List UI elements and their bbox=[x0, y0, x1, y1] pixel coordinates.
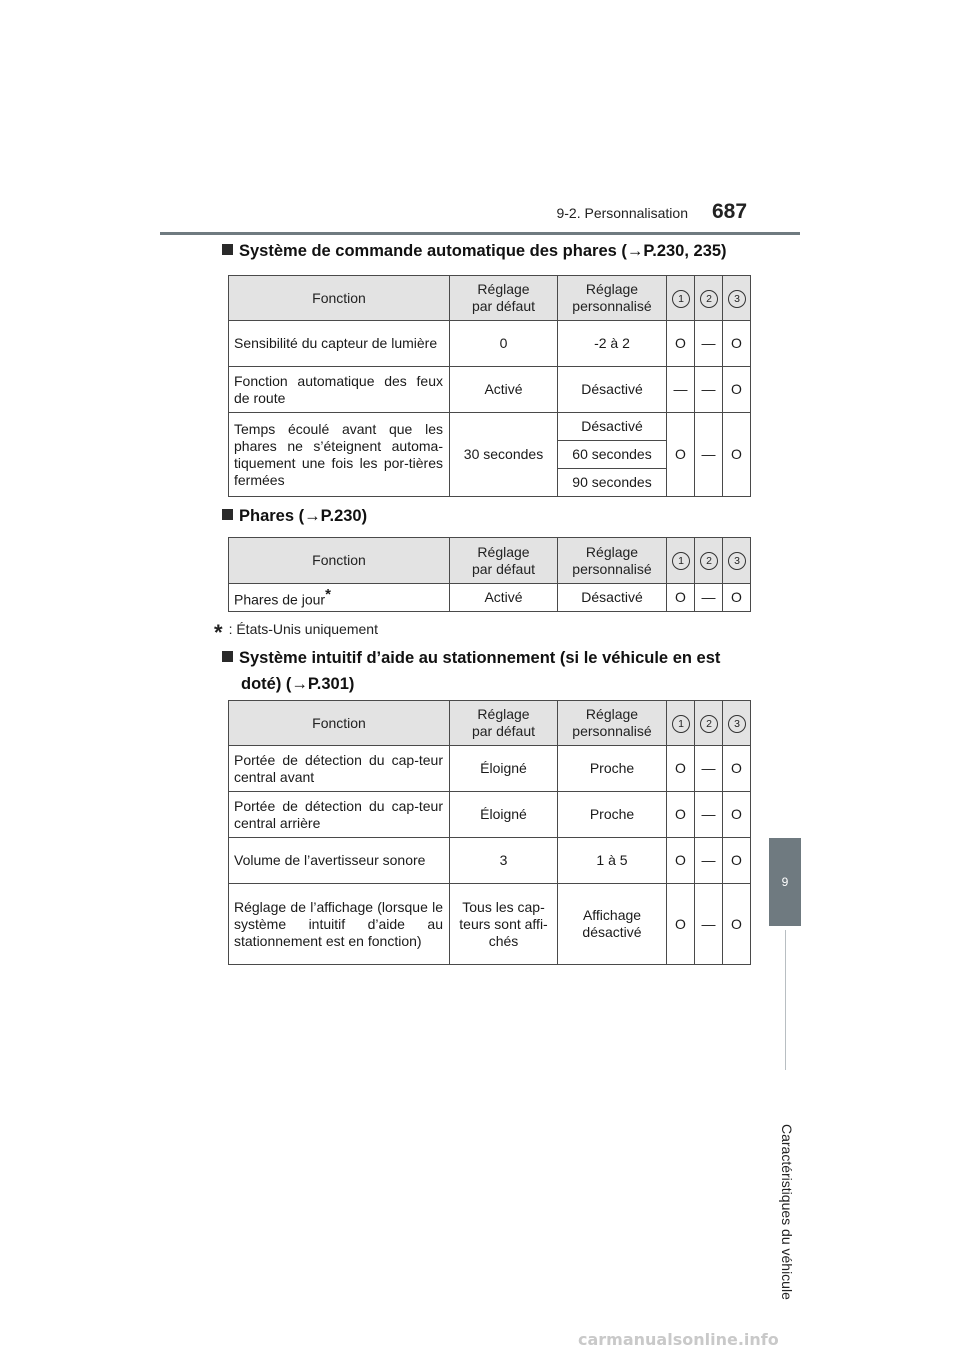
col-label: Réglage bbox=[585, 543, 639, 560]
cell-c1: — bbox=[667, 367, 695, 413]
col-reglage-perso bbox=[558, 701, 667, 746]
table-auto-headlights bbox=[228, 275, 751, 497]
cell-c2: — bbox=[695, 321, 723, 367]
table-header-row bbox=[229, 276, 751, 321]
cell-c3: O bbox=[723, 413, 751, 497]
col-3 bbox=[723, 701, 751, 746]
cell-c3: O bbox=[723, 321, 751, 367]
col-label: par défaut bbox=[471, 298, 536, 314]
footnote-text: : États-Unis uniquement bbox=[228, 621, 378, 637]
cell-c3: O bbox=[723, 884, 751, 965]
table-header-row bbox=[229, 538, 751, 584]
cell-defaut: Activé bbox=[450, 367, 558, 413]
cell-c1: O bbox=[667, 792, 695, 838]
footnote bbox=[214, 620, 378, 646]
col-label: par défaut bbox=[471, 723, 536, 739]
cell-fonction-text: Phares de jour bbox=[234, 591, 326, 608]
cell-defaut: 3 bbox=[450, 838, 558, 884]
page-number: 687 bbox=[712, 200, 748, 223]
cell-perso: Désactivé bbox=[558, 584, 667, 612]
cell-defaut: Éloigné bbox=[450, 792, 558, 838]
cell-fonction bbox=[229, 584, 450, 612]
section-title-auto-headlights bbox=[222, 240, 727, 262]
table-row bbox=[229, 792, 751, 838]
circled-number-icon: 2 bbox=[700, 552, 718, 570]
section-title-text: Système de commande automatique des phares (→P.230, 235) bbox=[239, 242, 727, 260]
col-fonction: Fonction bbox=[229, 701, 450, 746]
table-row bbox=[229, 584, 751, 612]
section-title-headlights bbox=[222, 505, 367, 527]
cell-c2: — bbox=[695, 584, 723, 612]
table-header-row bbox=[229, 701, 751, 746]
cell-perso: 90 secondes bbox=[558, 469, 667, 497]
cell-fonction: Sensibilité du capteur de lumière bbox=[229, 321, 450, 367]
square-bullet-icon bbox=[222, 651, 233, 662]
cell-defaut: 0 bbox=[450, 321, 558, 367]
side-divider bbox=[785, 930, 786, 1070]
cell-c2: — bbox=[695, 413, 723, 497]
cell-c3: O bbox=[723, 584, 751, 612]
col-1 bbox=[667, 538, 695, 584]
col-fonction: Fonction bbox=[229, 538, 450, 584]
footnote-mark: * bbox=[325, 586, 331, 604]
col-1 bbox=[667, 701, 695, 746]
cell-c3: O bbox=[723, 367, 751, 413]
watermark: carmanualsonline.info bbox=[578, 1330, 779, 1349]
cell-fonction: Temps écoulé avant que les phares ne s’éteignent automa-tiquement une fois les por-tières fermées bbox=[229, 413, 450, 497]
cell-perso: -2 à 2 bbox=[558, 321, 667, 367]
col-reglage-defaut bbox=[450, 276, 558, 321]
col-fonction: Fonction bbox=[229, 276, 450, 321]
running-header-section: 9-2. Personnalisation bbox=[556, 205, 688, 221]
col-reglage-perso bbox=[558, 276, 667, 321]
table-row bbox=[229, 746, 751, 792]
col-label: Réglage bbox=[477, 543, 530, 560]
table-row bbox=[229, 838, 751, 884]
circled-number-icon: 3 bbox=[728, 715, 746, 733]
col-2 bbox=[695, 276, 723, 321]
cell-perso: Proche bbox=[558, 792, 667, 838]
col-label: personnalisé bbox=[572, 298, 652, 314]
cell-c1: O bbox=[667, 746, 695, 792]
table-row bbox=[229, 367, 751, 413]
cell-c1: O bbox=[667, 413, 695, 497]
cell-c1: O bbox=[667, 321, 695, 367]
table-row bbox=[229, 884, 751, 965]
circled-number-icon: 1 bbox=[672, 552, 690, 570]
cell-perso: 60 secondes bbox=[558, 441, 667, 469]
cell-fonction: Volume de l’avertisseur sonore bbox=[229, 838, 450, 884]
cell-fonction: Portée de détection du cap-teur central avant bbox=[229, 746, 450, 792]
col-label: personnalisé bbox=[572, 723, 652, 739]
cell-c3: O bbox=[723, 746, 751, 792]
circled-number-icon: 3 bbox=[728, 290, 746, 308]
col-2 bbox=[695, 538, 723, 584]
cell-perso: Désactivé bbox=[558, 367, 667, 413]
cell-defaut: 30 secondes bbox=[450, 413, 558, 497]
cell-c2: — bbox=[695, 746, 723, 792]
cell-defaut: Activé bbox=[450, 584, 558, 612]
col-3 bbox=[723, 276, 751, 321]
col-label: personnalisé bbox=[572, 560, 652, 577]
col-1 bbox=[667, 276, 695, 321]
chapter-number: 9 bbox=[781, 875, 789, 889]
cell-fonction: Portée de détection du cap-teur central arrière bbox=[229, 792, 450, 838]
col-reglage-defaut bbox=[450, 538, 558, 584]
circled-number-icon: 3 bbox=[728, 552, 746, 570]
col-reglage-defaut bbox=[450, 701, 558, 746]
cell-perso: Désactivé bbox=[558, 413, 667, 441]
cell-c1: O bbox=[667, 884, 695, 965]
header-rule bbox=[160, 232, 800, 235]
table-headlights bbox=[228, 537, 751, 612]
table-parking-assist bbox=[228, 700, 751, 965]
cell-fonction: Réglage de l’affichage (lorsque le système intuitif d’aide au stationnement est en fonction) bbox=[229, 884, 450, 965]
circled-number-icon: 2 bbox=[700, 715, 718, 733]
square-bullet-icon bbox=[222, 244, 233, 255]
col-2 bbox=[695, 701, 723, 746]
cell-c3: O bbox=[723, 792, 751, 838]
col-label: Réglage bbox=[585, 706, 639, 722]
cell-c2: — bbox=[695, 367, 723, 413]
square-bullet-icon bbox=[222, 509, 233, 520]
cell-c1: O bbox=[667, 584, 695, 612]
cell-perso: 1 à 5 bbox=[558, 838, 667, 884]
col-label: Réglage bbox=[477, 706, 530, 722]
cell-c2: — bbox=[695, 792, 723, 838]
circled-number-icon: 1 bbox=[672, 290, 690, 308]
col-label: Réglage bbox=[477, 281, 530, 297]
col-label: Réglage bbox=[585, 281, 639, 297]
col-label: par défaut bbox=[471, 560, 536, 577]
col-reglage-perso bbox=[558, 538, 667, 584]
footnote-star: * bbox=[214, 620, 223, 645]
cell-defaut: Éloigné bbox=[450, 746, 558, 792]
cell-perso: Proche bbox=[558, 746, 667, 792]
cell-c3: O bbox=[723, 838, 751, 884]
chapter-tab bbox=[769, 838, 801, 926]
section-title-parking-assist bbox=[222, 647, 720, 695]
section-title-text-cont: doté) (→P.301) bbox=[241, 675, 355, 693]
cell-c1: O bbox=[667, 838, 695, 884]
section-title-text: Phares (→P.230) bbox=[239, 507, 368, 525]
section-title-text: Système intuitif d’aide au stationnement (si le véhicule en est bbox=[239, 649, 721, 667]
cell-fonction: Fonction automatique des feux de route bbox=[229, 367, 450, 413]
cell-c2: — bbox=[695, 838, 723, 884]
cell-c2: — bbox=[695, 884, 723, 965]
table-row bbox=[229, 321, 751, 367]
circled-number-icon: 2 bbox=[700, 290, 718, 308]
cell-perso: Affichage désactivé bbox=[558, 884, 667, 965]
col-3 bbox=[723, 538, 751, 584]
table-row bbox=[229, 413, 751, 441]
chapter-title: Caractéristiques du véhicule bbox=[779, 1124, 795, 1300]
cell-defaut: Tous les cap-teurs sont affi-chés bbox=[450, 884, 558, 965]
circled-number-icon: 1 bbox=[672, 715, 690, 733]
